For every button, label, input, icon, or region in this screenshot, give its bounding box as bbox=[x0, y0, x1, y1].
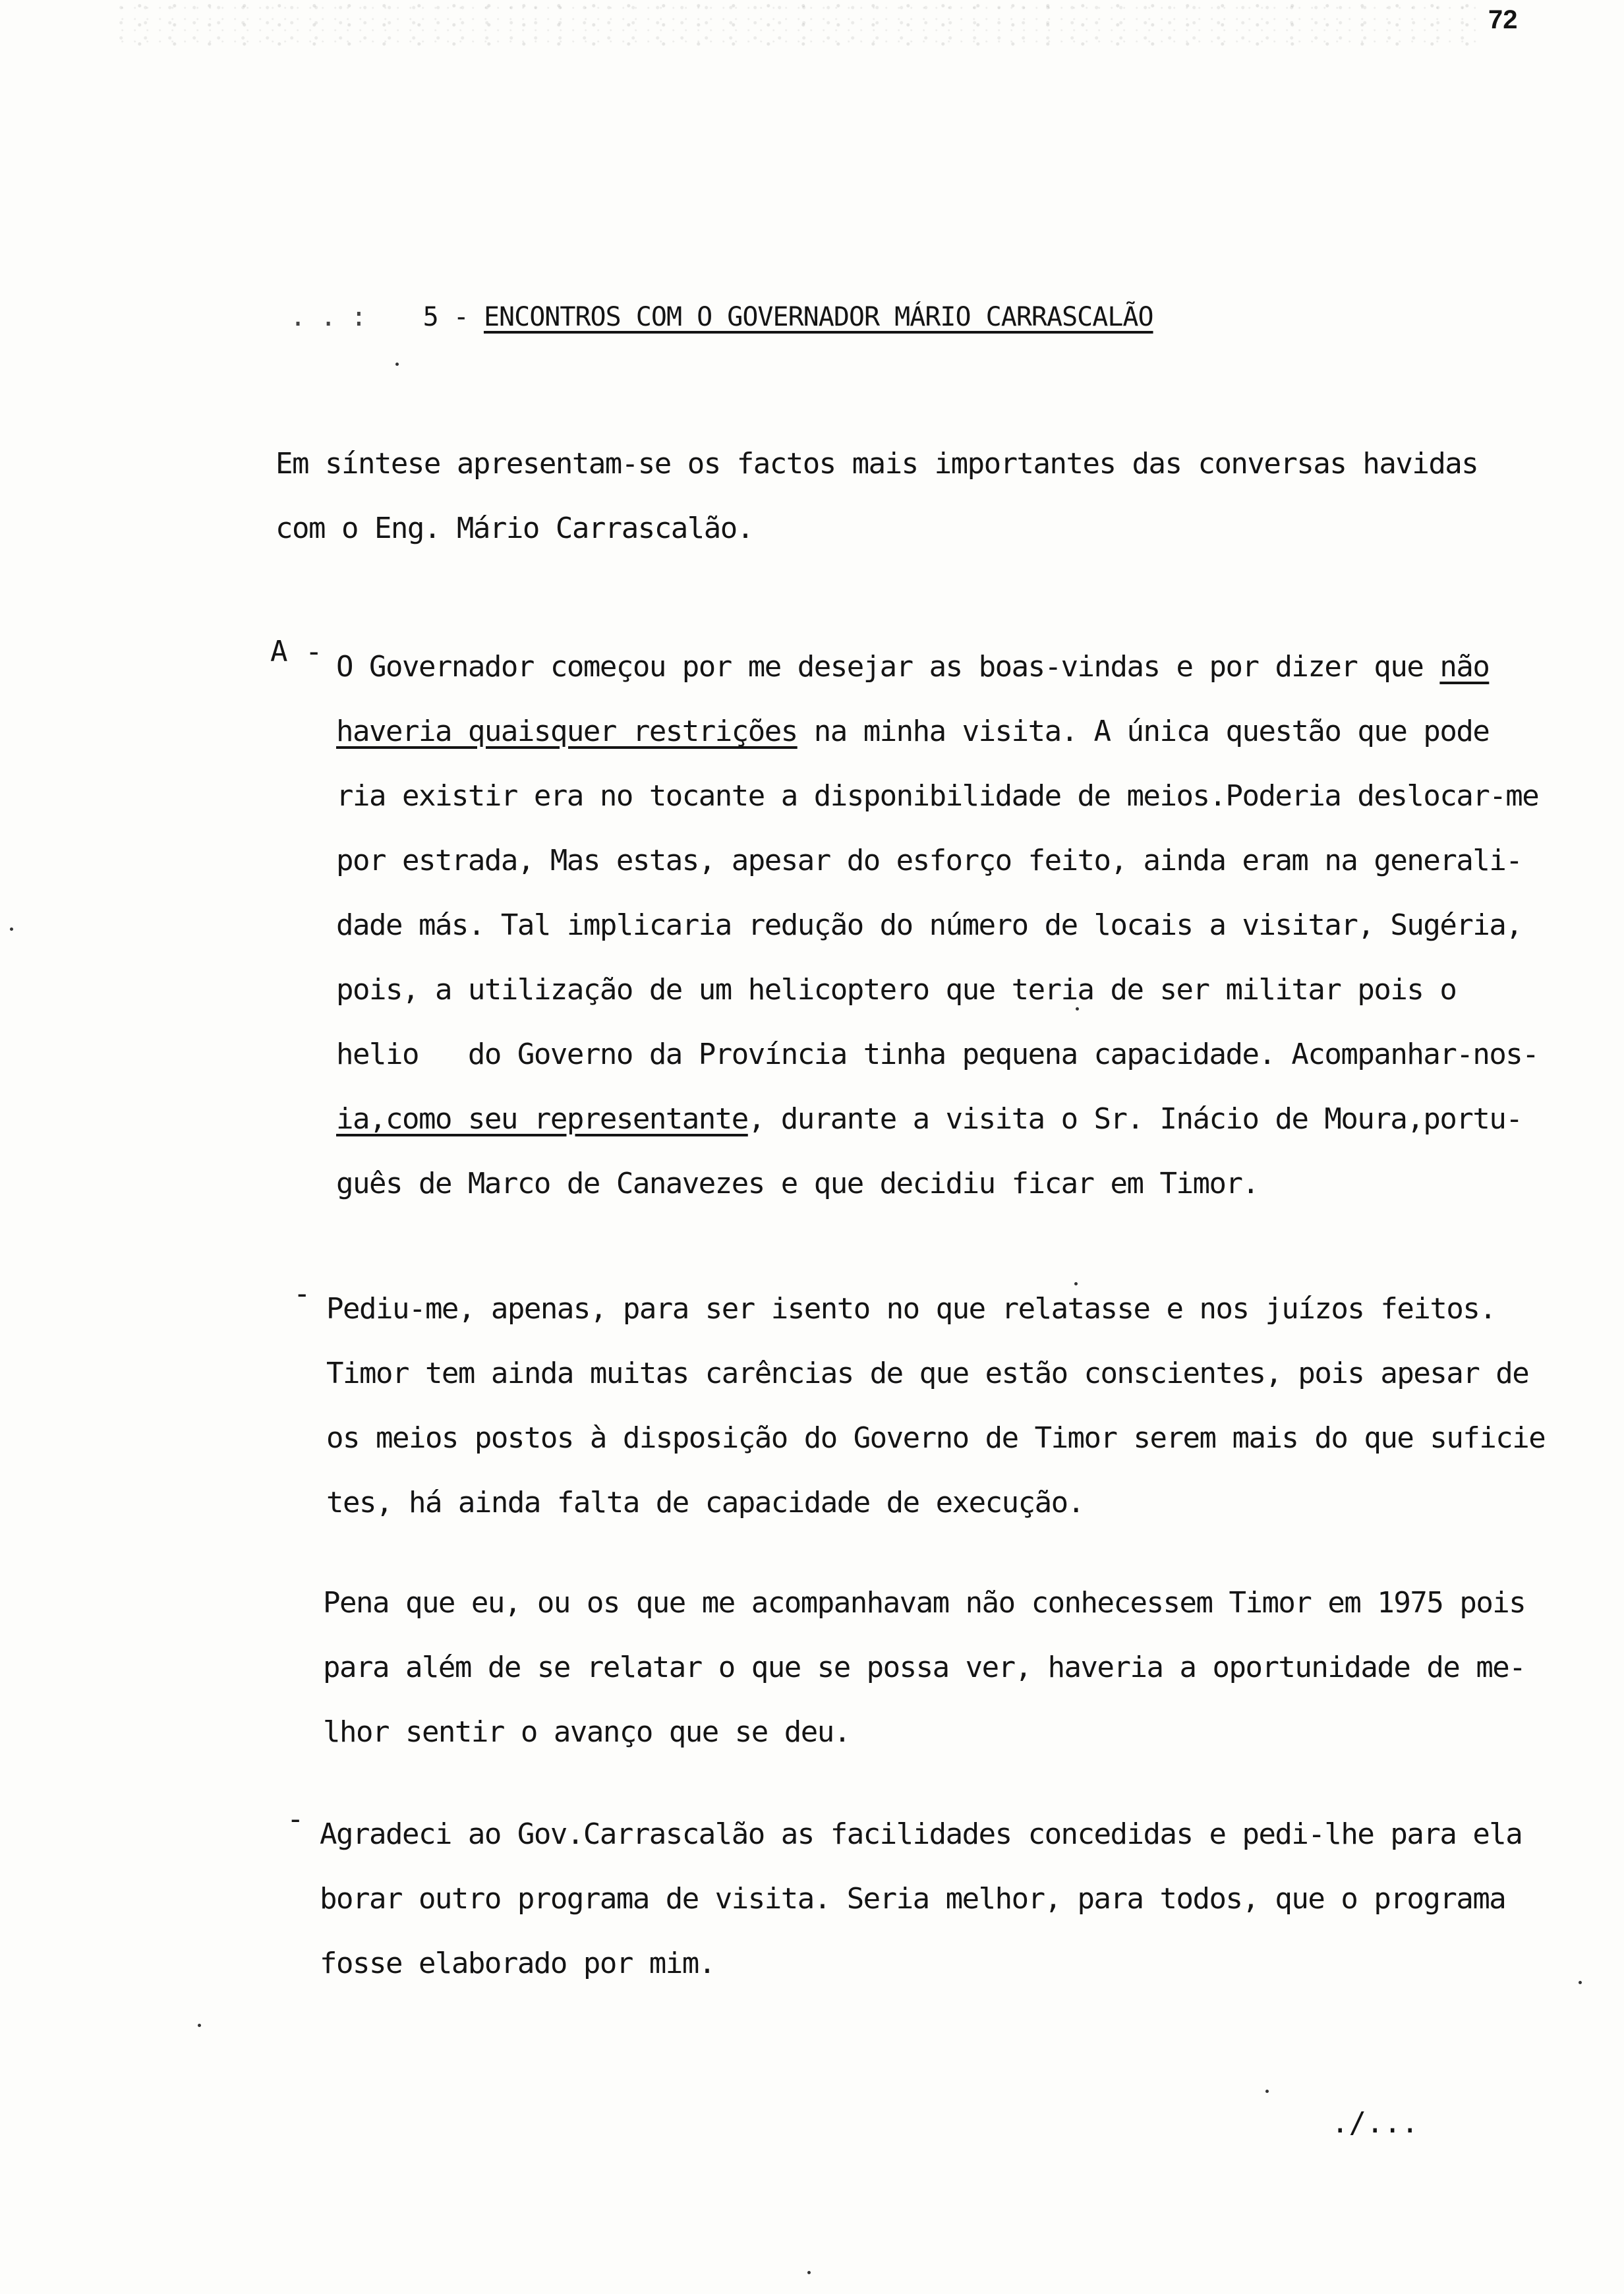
item-c-line-3: fosse elaborado por mim. bbox=[320, 1947, 715, 1980]
item-a-line-7: helio do Governo da Província tinha pequena capacidade. Acompanhar-nos- bbox=[336, 1038, 1539, 1071]
item-a-line-6: pois, a utilização de um helicoptero que teria de ser militar pois o bbox=[336, 973, 1457, 1007]
item-a-line-1-text: O Governador começou por me desejar as boas-vindas e por dizer que bbox=[336, 650, 1440, 684]
item-b-line-2: Timor tem ainda muitas carências de que estão conscientes, pois apesar de bbox=[326, 1357, 1529, 1390]
scan-speck bbox=[10, 927, 13, 931]
item-b-paragraph-2 bbox=[323, 1571, 1562, 1765]
item-a-line-2 bbox=[336, 699, 1575, 764]
item-c-line-2: borar outro programa de visita. Seria melhor, para todos, que o programa bbox=[320, 1882, 1506, 1916]
item-b-line-1: Pediu-me, apenas, para ser isento no que relatasse e nos juízos feitos. bbox=[326, 1292, 1496, 1326]
scan-speck bbox=[807, 2271, 811, 2274]
item-a-line-2-text: na minha visita. A única questão que pode bbox=[797, 715, 1490, 748]
item-a-paragraph bbox=[336, 635, 1575, 1216]
item-b-p2-line-1: Pena que eu, ou os que me acompanhavam não conhecessem Timor em 1975 pois bbox=[323, 1586, 1526, 1620]
item-a-line-4: por estrada, Mas estas, apesar do esforço feito, ainda eram na generali- bbox=[336, 844, 1522, 877]
item-a-line-3: ria existir era no tocante a disponibilidade de meios.Poderia deslocar-me bbox=[336, 779, 1539, 813]
item-b-p2-line-2: para além de se relatar o que se possa ver, haveria a oportunidade de me- bbox=[323, 1651, 1526, 1684]
item-c-line-1: Agradeci ao Gov.Carrascalão as facilidades concedidas e pedi-lhe para ela bbox=[320, 1817, 1522, 1851]
scan-speck bbox=[1265, 2090, 1269, 2093]
continuation-mark: ./... bbox=[1331, 2106, 1419, 2140]
intro-paragraph bbox=[276, 432, 1515, 561]
item-b-paragraph bbox=[326, 1277, 1565, 1535]
item-a-line-1 bbox=[336, 635, 1575, 699]
scan-speck bbox=[395, 363, 399, 366]
section-heading bbox=[290, 302, 1153, 332]
item-c-marker: - bbox=[287, 1802, 304, 1836]
item-a-marker: A - bbox=[270, 635, 323, 668]
intro-line-2: com o Eng. Mário Carrascalão. bbox=[276, 512, 753, 545]
intro-line-1: Em síntese apresentam-se os factos mais importantes das conversas havidas bbox=[276, 447, 1478, 481]
heading-dots: . . : bbox=[290, 302, 366, 332]
item-b-line-3: os meios postos à disposição do Governo de Timor serem mais do que suficie bbox=[326, 1421, 1546, 1455]
page-number: 72 bbox=[1488, 5, 1518, 34]
scan-speck bbox=[1076, 1007, 1079, 1011]
item-a-line-8-underlined: ia,como seu representante bbox=[336, 1102, 748, 1136]
section-number: 5 - bbox=[422, 302, 469, 332]
scan-noise-header bbox=[119, 0, 1476, 46]
item-a-line-8 bbox=[336, 1087, 1575, 1152]
item-c-paragraph bbox=[320, 1802, 1559, 1996]
section-title: ENCONTROS COM O GOVERNADOR MÁRIO CARRASCALÃO bbox=[483, 302, 1153, 332]
item-b-marker: - bbox=[293, 1277, 311, 1310]
scan-speck bbox=[1579, 1981, 1582, 1984]
item-a-line-9: guês de Marco de Canavezes e que decidiu ficar em Timor. bbox=[336, 1167, 1259, 1200]
scan-speck bbox=[198, 2024, 201, 2027]
item-a-line-2-underlined: haveria quaisquer restrições bbox=[336, 715, 798, 748]
item-a-line-5: dade más. Tal implicaria redução do número de locais a visitar, Sugéria, bbox=[336, 908, 1522, 942]
item-b-line-4: tes, há ainda falta de capacidade de execução. bbox=[326, 1486, 1084, 1519]
scan-speck bbox=[1074, 1282, 1078, 1285]
item-b-p2-line-3: lhor sentir o avanço que se deu. bbox=[323, 1715, 850, 1749]
item-a-line-1-underlined: não bbox=[1439, 650, 1490, 684]
item-a-line-8-text: , durante a visita o Sr. Inácio de Moura,portu- bbox=[747, 1102, 1522, 1136]
